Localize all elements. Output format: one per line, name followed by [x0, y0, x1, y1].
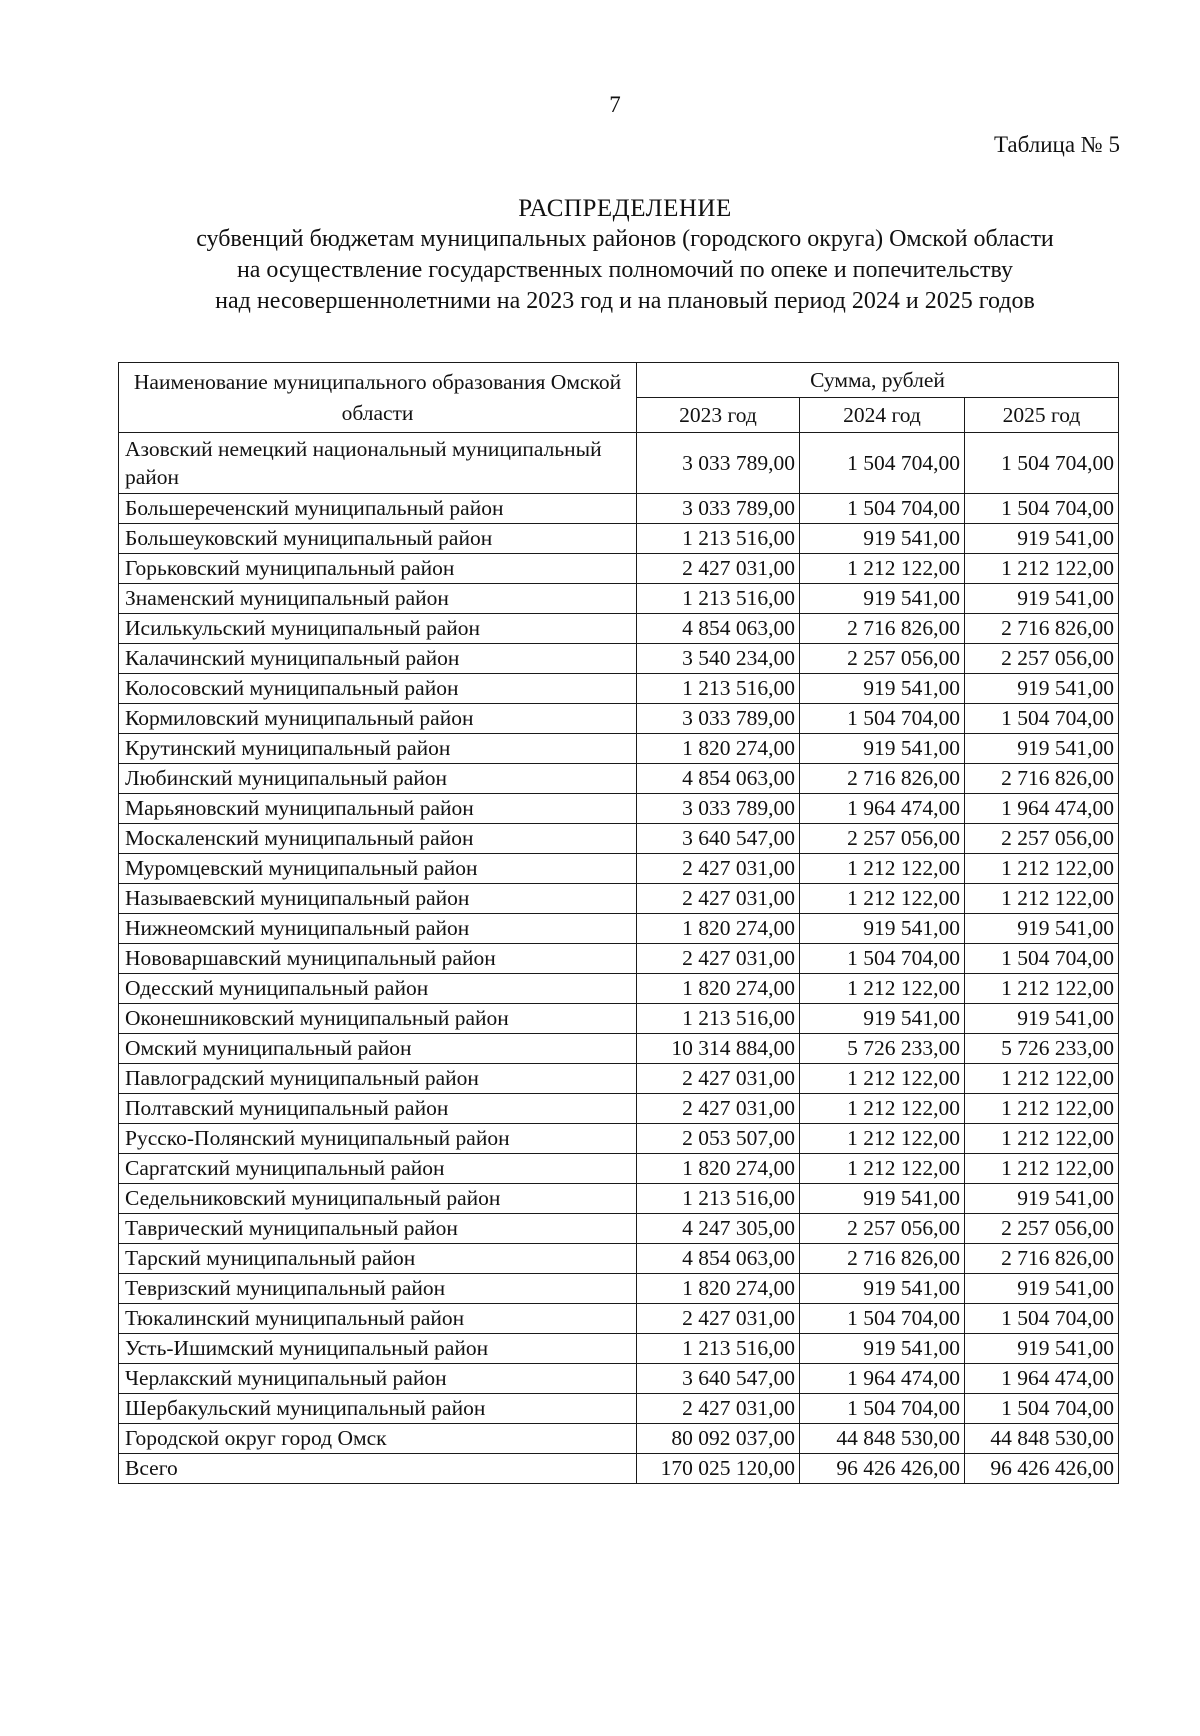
table-label: Таблица № 5: [993, 132, 1120, 157]
row-2025-cell: 2 257 056,00: [965, 824, 1119, 854]
row-2024-cell: 919 541,00: [800, 1334, 965, 1364]
row-2024-cell: 919 541,00: [800, 674, 965, 704]
row-2023-cell: 10 314 884,00: [637, 1034, 800, 1064]
row-2023-cell: 3 033 789,00: [637, 794, 800, 824]
row-name-cell: Называевский муниципальный район: [119, 884, 637, 914]
row-name-cell: Седельниковский муниципальный район: [119, 1184, 637, 1214]
table-row: [119, 1034, 1119, 1064]
row-name-cell: Тарский муниципальный район: [119, 1244, 637, 1274]
row-2023-cell: 3 033 789,00: [637, 494, 800, 524]
page-number: 7: [609, 92, 621, 117]
row-2023-cell: 1 213 516,00: [637, 524, 800, 554]
row-2025-cell: 919 541,00: [965, 914, 1119, 944]
table-row: [119, 1334, 1119, 1364]
row-name-cell: Усть-Ишимский муниципальный район: [119, 1334, 637, 1364]
column-header-2024: 2024 год: [800, 398, 965, 433]
row-2023-cell: 4 854 063,00: [637, 764, 800, 794]
row-2023-cell: 4 854 063,00: [637, 614, 800, 644]
row-2024-cell: 919 541,00: [800, 524, 965, 554]
table-row: [119, 524, 1119, 554]
row-2025-cell: 1 212 122,00: [965, 974, 1119, 1004]
table-row: [119, 1454, 1119, 1484]
row-2023-cell: 2 427 031,00: [637, 1304, 800, 1334]
row-name-cell: Большереченский муниципальный район: [119, 494, 637, 524]
distribution-table: [118, 362, 1119, 1484]
row-2024-cell: 919 541,00: [800, 1004, 965, 1034]
row-name-cell: Колосовский муниципальный район: [119, 674, 637, 704]
row-name-cell: Полтавский муниципальный район: [119, 1094, 637, 1124]
table-row: [119, 914, 1119, 944]
row-2024-cell: 2 716 826,00: [800, 764, 965, 794]
row-2025-cell: 919 541,00: [965, 524, 1119, 554]
row-2024-cell: 1 504 704,00: [800, 944, 965, 974]
row-name-cell: Муромцевский муниципальный район: [119, 854, 637, 884]
row-2023-cell: 1 820 274,00: [637, 974, 800, 1004]
row-2025-cell: 919 541,00: [965, 1334, 1119, 1364]
table-row: [119, 734, 1119, 764]
row-name-cell: Тюкалинский муниципальный район: [119, 1304, 637, 1334]
table-row: [119, 944, 1119, 974]
row-name-cell: Кормиловский муниципальный район: [119, 704, 637, 734]
table-row: [119, 1304, 1119, 1334]
row-2025-cell: 1 504 704,00: [965, 433, 1119, 494]
table-row: [119, 1094, 1119, 1124]
row-2025-cell: 1 212 122,00: [965, 1124, 1119, 1154]
row-name-cell: Одесский муниципальный район: [119, 974, 637, 1004]
row-name-cell: Городской округ город Омск: [119, 1424, 637, 1454]
row-name-cell: Черлакский муниципальный район: [119, 1364, 637, 1394]
table-row: [119, 884, 1119, 914]
heading-line-2: на осуществление государственных полномочий по опеке и попечительству: [236, 257, 1014, 283]
row-2025-cell: 2 716 826,00: [965, 614, 1119, 644]
table-row: [119, 554, 1119, 584]
row-2023-cell: 170 025 120,00: [637, 1454, 800, 1484]
row-2024-cell: 2 716 826,00: [800, 614, 965, 644]
column-header-sum: Сумма, рублей: [637, 363, 1119, 398]
table-row: [119, 1214, 1119, 1244]
row-2024-cell: 2 257 056,00: [800, 1214, 965, 1244]
row-name-cell: Шербакульский муниципальный район: [119, 1394, 637, 1424]
row-2024-cell: 919 541,00: [800, 914, 965, 944]
row-2023-cell: 3 640 547,00: [637, 824, 800, 854]
row-2023-cell: 2 427 031,00: [637, 1394, 800, 1424]
row-2025-cell: 2 716 826,00: [965, 1244, 1119, 1274]
table-row: [119, 674, 1119, 704]
row-2025-cell: 1 212 122,00: [965, 1094, 1119, 1124]
row-name-cell: Москаленский муниципальный район: [119, 824, 637, 854]
row-2025-cell: 1 212 122,00: [965, 554, 1119, 584]
row-2024-cell: 1 964 474,00: [800, 1364, 965, 1394]
column-header-2025: 2025 год: [965, 398, 1119, 433]
row-2025-cell: 44 848 530,00: [965, 1424, 1119, 1454]
row-2023-cell: 3 540 234,00: [637, 644, 800, 674]
row-2025-cell: 1 212 122,00: [965, 1064, 1119, 1094]
row-2024-cell: 1 212 122,00: [800, 1064, 965, 1094]
row-2023-cell: 1 820 274,00: [637, 734, 800, 764]
table-row: [119, 1394, 1119, 1424]
row-2023-cell: 4 247 305,00: [637, 1214, 800, 1244]
table-row: [119, 1244, 1119, 1274]
row-2024-cell: 919 541,00: [800, 1184, 965, 1214]
row-name-cell: Любинский муниципальный район: [119, 764, 637, 794]
row-2025-cell: 96 426 426,00: [965, 1454, 1119, 1484]
row-2023-cell: 1 213 516,00: [637, 1004, 800, 1034]
row-2024-cell: 44 848 530,00: [800, 1424, 965, 1454]
row-2024-cell: 2 716 826,00: [800, 1244, 965, 1274]
row-2025-cell: 919 541,00: [965, 1184, 1119, 1214]
row-2024-cell: 96 426 426,00: [800, 1454, 965, 1484]
row-2023-cell: 2 427 031,00: [637, 944, 800, 974]
row-2023-cell: 2 427 031,00: [637, 1064, 800, 1094]
row-2023-cell: 2 427 031,00: [637, 884, 800, 914]
column-header-name: Наименование муниципального образования Омской области: [119, 363, 637, 433]
row-name-cell: Саргатский муниципальный район: [119, 1154, 637, 1184]
row-name-cell: Горьковский муниципальный район: [119, 554, 637, 584]
row-2023-cell: 4 854 063,00: [637, 1244, 800, 1274]
row-2024-cell: 1 964 474,00: [800, 794, 965, 824]
row-2023-cell: 2 053 507,00: [637, 1124, 800, 1154]
row-2024-cell: 1 504 704,00: [800, 704, 965, 734]
table-row: [119, 974, 1119, 1004]
row-name-cell: Марьяновский муниципальный район: [119, 794, 637, 824]
row-2024-cell: 1 504 704,00: [800, 494, 965, 524]
row-2024-cell: 2 257 056,00: [800, 644, 965, 674]
table-row: [119, 1424, 1119, 1454]
heading-line-1: субвенций бюджетам муниципальных районов (городского округа) Омской области: [196, 226, 1054, 252]
row-2023-cell: 3 033 789,00: [637, 704, 800, 734]
table-row: [119, 494, 1119, 524]
row-name-cell: Нижнеомский муниципальный район: [119, 914, 637, 944]
row-2023-cell: 1 213 516,00: [637, 674, 800, 704]
table-row: [119, 1274, 1119, 1304]
row-name-cell: Знаменский муниципальный район: [119, 584, 637, 614]
row-2024-cell: 1 212 122,00: [800, 854, 965, 884]
row-2025-cell: 2 257 056,00: [965, 644, 1119, 674]
row-2023-cell: 1 820 274,00: [637, 914, 800, 944]
row-2025-cell: 919 541,00: [965, 1274, 1119, 1304]
row-2023-cell: 2 427 031,00: [637, 554, 800, 584]
row-2024-cell: 1 504 704,00: [800, 1304, 965, 1334]
row-2023-cell: 2 427 031,00: [637, 854, 800, 884]
row-2024-cell: 1 212 122,00: [800, 974, 965, 1004]
row-2025-cell: 1 504 704,00: [965, 704, 1119, 734]
table-row: [119, 1364, 1119, 1394]
row-2025-cell: 1 212 122,00: [965, 854, 1119, 884]
table-row: [119, 1184, 1119, 1214]
row-2023-cell: 1 820 274,00: [637, 1274, 800, 1304]
row-2024-cell: 1 504 704,00: [800, 433, 965, 494]
row-2024-cell: 919 541,00: [800, 734, 965, 764]
row-2025-cell: 1 504 704,00: [965, 1304, 1119, 1334]
table-body: [119, 433, 1119, 1484]
row-name-cell: Нововаршавский муниципальный район: [119, 944, 637, 974]
table-row: [119, 644, 1119, 674]
row-name-cell: Оконешниковский муниципальный район: [119, 1004, 637, 1034]
table-row: [119, 704, 1119, 734]
row-2024-cell: 2 257 056,00: [800, 824, 965, 854]
row-name-cell: Большеуковский муниципальный район: [119, 524, 637, 554]
row-2024-cell: 919 541,00: [800, 584, 965, 614]
row-name-cell: Омский муниципальный район: [119, 1034, 637, 1064]
table-row: [119, 794, 1119, 824]
row-name-cell: Крутинский муниципальный район: [119, 734, 637, 764]
row-2025-cell: 1 212 122,00: [965, 884, 1119, 914]
row-2025-cell: 919 541,00: [965, 674, 1119, 704]
row-name-cell: Исилькульский муниципальный район: [119, 614, 637, 644]
row-2023-cell: 2 427 031,00: [637, 1094, 800, 1124]
column-header-2023: 2023 год: [637, 398, 800, 433]
row-2023-cell: 3 033 789,00: [637, 433, 800, 494]
row-2024-cell: 1 212 122,00: [800, 1154, 965, 1184]
row-2024-cell: 1 212 122,00: [800, 884, 965, 914]
heading-line-3: над несовершеннолетними на 2023 год и на плановый период 2024 и 2025 годов: [215, 288, 1035, 314]
row-2024-cell: 919 541,00: [800, 1274, 965, 1304]
row-2023-cell: 1 213 516,00: [637, 1184, 800, 1214]
table-row: [119, 824, 1119, 854]
row-2025-cell: 919 541,00: [965, 1004, 1119, 1034]
row-2025-cell: 919 541,00: [965, 584, 1119, 614]
row-2023-cell: 1 213 516,00: [637, 1334, 800, 1364]
row-2023-cell: 1 820 274,00: [637, 1154, 800, 1184]
row-2024-cell: 1 212 122,00: [800, 1124, 965, 1154]
row-2024-cell: 5 726 233,00: [800, 1034, 965, 1064]
row-2025-cell: 1 212 122,00: [965, 1154, 1119, 1184]
document-heading: [0, 193, 1200, 317]
heading-title: РАСПРЕДЕЛЕНИЕ: [518, 195, 732, 222]
row-2025-cell: 2 716 826,00: [965, 764, 1119, 794]
table-row: [119, 1064, 1119, 1094]
row-2024-cell: 1 504 704,00: [800, 1394, 965, 1424]
row-2025-cell: 2 257 056,00: [965, 1214, 1119, 1244]
row-name-cell: Таврический муниципальный район: [119, 1214, 637, 1244]
row-name-cell: Русско-Полянский муниципальный район: [119, 1124, 637, 1154]
row-2025-cell: 1 504 704,00: [965, 494, 1119, 524]
row-2024-cell: 1 212 122,00: [800, 554, 965, 584]
row-2023-cell: 80 092 037,00: [637, 1424, 800, 1454]
row-2025-cell: 1 964 474,00: [965, 1364, 1119, 1394]
table-row: [119, 1124, 1119, 1154]
table-row: [119, 1154, 1119, 1184]
row-2023-cell: 1 213 516,00: [637, 584, 800, 614]
row-name-cell: Калачинский муниципальный район: [119, 644, 637, 674]
row-2025-cell: 1 964 474,00: [965, 794, 1119, 824]
row-2025-cell: 919 541,00: [965, 734, 1119, 764]
table-row: [119, 764, 1119, 794]
row-name-cell: Азовский немецкий национальный муниципальный район: [119, 433, 637, 494]
table-row: [119, 1004, 1119, 1034]
row-name-cell: Павлоградский муниципальный район: [119, 1064, 637, 1094]
row-2025-cell: 1 504 704,00: [965, 1394, 1119, 1424]
row-2025-cell: 5 726 233,00: [965, 1034, 1119, 1064]
row-name-cell: Тевризский муниципальный район: [119, 1274, 637, 1304]
table-row: [119, 433, 1119, 494]
table-row: [119, 854, 1119, 884]
row-2023-cell: 3 640 547,00: [637, 1364, 800, 1394]
row-2025-cell: 1 504 704,00: [965, 944, 1119, 974]
table-row: [119, 614, 1119, 644]
row-name-cell: Всего: [119, 1454, 637, 1484]
row-2024-cell: 1 212 122,00: [800, 1094, 965, 1124]
table-row: [119, 584, 1119, 614]
